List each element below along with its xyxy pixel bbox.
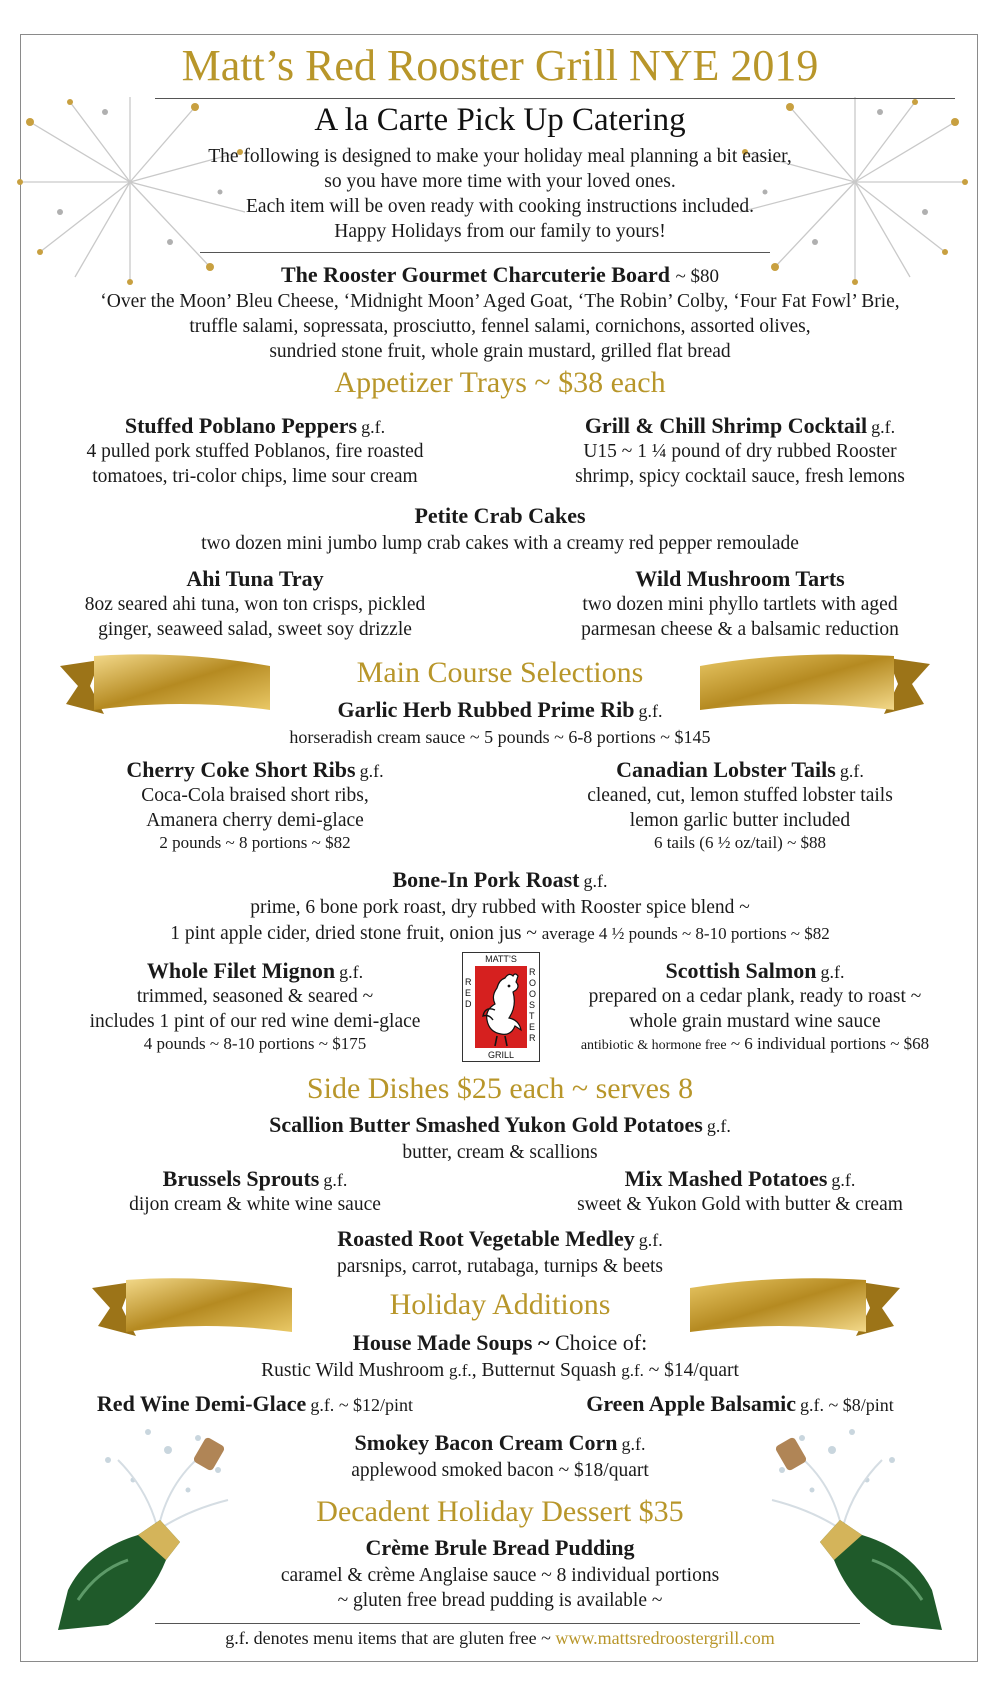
lobster-item: Canadian Lobster Tails g.f. cleaned, cut, lemon stuffed lobster tails lemon garlic butter included 6 tails (6 ½ oz/tail) ~ $88 [587, 757, 893, 852]
intro-line-2: so you have more time with your loved ones. [324, 171, 676, 192]
sprouts-item: Brussels Sprouts g.f. dijon cream & white wine sauce [129, 1166, 381, 1215]
dessert-title: Crème Brule Bread Pudding [365, 1535, 635, 1560]
tarts-item: Wild Mushroom Tarts two dozen mini phyllo tartlets with aged parmesan cheese & a balsamic reduction [581, 566, 899, 640]
corn-desc: applewood smoked bacon ~ $18/quart [351, 1460, 649, 1481]
rooster-icon [475, 966, 527, 1048]
footer-note: g.f. denotes menu items that are gluten free ~ www.mattsredroostergrill.com [225, 1628, 775, 1648]
rooster-logo: MATT’S GRILL RED ROOSTER [462, 952, 540, 1062]
intro-line-3: Each item will be oven ready with cooking instructions included. [246, 196, 754, 217]
page-title: Matt’s Red Rooster Grill NYE 2019 [181, 41, 819, 90]
demi-glace-item: Red Wine Demi-Glace g.f. ~ $12/pint [96, 1391, 414, 1416]
pork-desc-1: prime, 6 bone pork roast, dry rubbed with Rooster spice blend ~ [250, 897, 750, 918]
crab-title: Petite Crab Cakes [414, 503, 586, 528]
website-link[interactable]: www.mattsredroostergrill.com [555, 1628, 775, 1648]
dessert-heading: Decadent Holiday Dessert $35 [316, 1495, 684, 1528]
mashed-item: Mix Mashed Potatoes g.f. sweet & Yukon Gold with butter & cream [577, 1166, 903, 1215]
filet-item: Whole Filet Mignon g.f. trimmed, seasoned & seared ~ includes 1 pint of our red wine demi-glace 4 pounds ~ 8-10 portions ~ $175 [89, 958, 421, 1053]
prime-rib-desc: horseradish cream sauce ~ 5 pounds ~ 6-8 portions ~ $145 [289, 727, 711, 747]
prime-rib-title: Garlic Herb Rubbed Prime Rib g.f. [337, 697, 663, 722]
root-veg-title: Roasted Root Vegetable Medley g.f. [337, 1226, 663, 1251]
crab-desc: two dozen mini jumbo lump crab cakes with a creamy red pepper remoulade [201, 533, 799, 554]
charcuterie-line-1: ‘Over the Moon’ Bleu Cheese, ‘Midnight Moon’ Aged Goat, ‘The Robin’ Colby, ‘Four Fat Fowl’ Brie, [100, 291, 900, 312]
intro-line-4: Happy Holidays from our family to yours! [334, 221, 666, 242]
charcuterie-line-2: truffle salami, sopressata, prosciutto, fennel salami, cornichons, assorted olives, [189, 316, 811, 337]
soups-desc: Rustic Wild Mushroom g.f., Butternut Squash g.f. ~ $14/quart [261, 1360, 739, 1381]
intro-line-1: The following is designed to make your holiday meal planning a bit easier, [208, 146, 792, 167]
appetizers-heading: Appetizer Trays ~ $38 each [334, 366, 666, 399]
root-veg-desc: parsnips, carrot, rutabaga, turnips & beets [337, 1256, 663, 1277]
salmon-item: Scottish Salmon g.f. prepared on a cedar plank, ready to roast ~ whole grain mustard wine sauce antibiotic & hormone free ~ 6 individual portions ~ $68 [580, 958, 930, 1053]
mains-heading: Main Course Selections [356, 656, 644, 689]
short-ribs-item: Cherry Coke Short Ribs g.f. Coca-Cola braised short ribs, Amanera cherry demi-glace 2 pounds ~ 8 portions ~ $82 [126, 757, 384, 852]
dessert-desc-1: caramel & crème Anglaise sauce ~ 8 individual portions [280, 1565, 720, 1586]
corn-title: Smokey Bacon Cream Corn g.f. [354, 1430, 646, 1455]
page-subtitle: A la Carte Pick Up Catering [314, 102, 686, 138]
charcuterie-line-3: sundried stone fruit, whole grain mustard, grilled flat bread [269, 341, 731, 362]
shrimp-item: Grill & Chill Shrimp Cocktail g.f. U15 ~ 1 ¼ pound of dry rubbed Rooster shrimp, spicy cocktail sauce, fresh lemons [575, 413, 905, 487]
charcuterie-title: The Rooster Gourmet Charcuterie Board ~ $80 [280, 262, 720, 287]
sides-heading: Side Dishes $25 each ~ serves 8 [306, 1072, 694, 1105]
pork-title: Bone-In Pork Roast g.f. [392, 867, 608, 892]
additions-heading: Holiday Additions [389, 1288, 611, 1321]
dessert-desc-2: ~ gluten free bread pudding is available ~ [337, 1590, 663, 1611]
green-apple-balsamic-item: Green Apple Balsamic g.f. ~ $8/pint [586, 1391, 894, 1416]
tuna-item: Ahi Tuna Tray 8oz seared ahi tuna, won ton crisps, pickled ginger, seaweed salad, sweet soy drizzle [84, 566, 426, 640]
logo-red-panel [475, 966, 527, 1048]
soups-title: House Made Soups ~ Choice of: [352, 1330, 648, 1355]
poblano-item: Stuffed Poblano Peppers g.f. 4 pulled pork stuffed Poblanos, fire roasted tomatoes, tri-color chips, lime sour cream [86, 413, 424, 487]
footer-divider [155, 1623, 860, 1624]
yukon-potatoes-title: Scallion Butter Smashed Yukon Gold Potatoes g.f. [269, 1112, 731, 1137]
yukon-potatoes-desc: butter, cream & scallions [402, 1142, 598, 1163]
intro-divider [200, 252, 770, 253]
pork-desc-2: 1 pint apple cider, dried stone fruit, onion jus ~ average 4 ½ pounds ~ 8-10 portions ~ $82 [170, 923, 830, 944]
title-divider [155, 98, 955, 99]
